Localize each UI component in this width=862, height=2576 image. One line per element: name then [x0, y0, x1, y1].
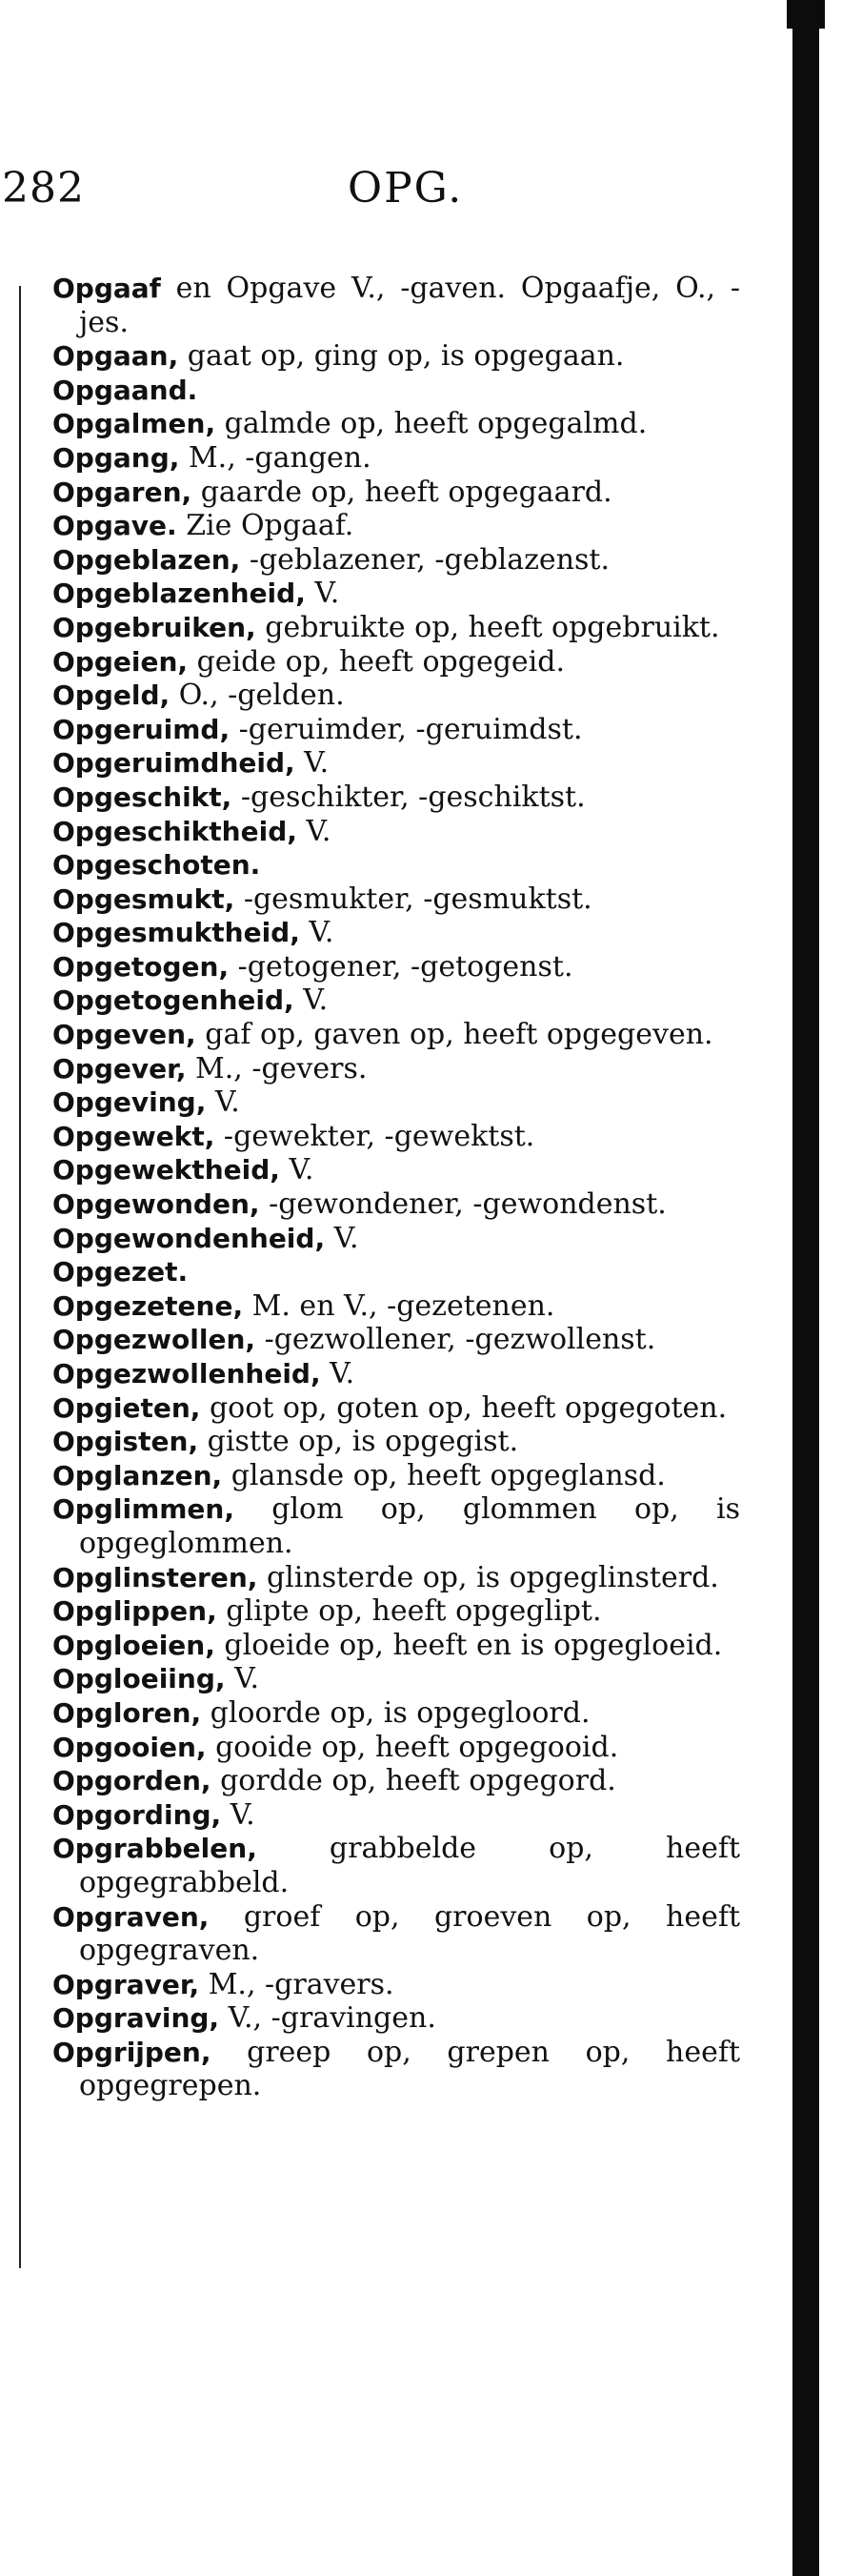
entry-headword: Opgraving, [52, 2002, 220, 2035]
entry-definition: V., -gravingen. [219, 2001, 436, 2036]
entry-definition: glom op, glommen op, is opgeglommen. [79, 1492, 740, 1560]
entry-headword: Opgesmuktheid, [52, 917, 300, 949]
dictionary-entry [52, 2001, 740, 2036]
entry-headword: Opgeien, [52, 645, 189, 678]
running-head: OPG. [348, 164, 464, 213]
entry-headword: Opgeschikt, [52, 781, 232, 813]
entry-definition: gooide op, heeft opgegooid. [206, 1730, 619, 1764]
dictionary-entry [52, 1323, 740, 1357]
entry-headword: Opgezet. [52, 1256, 189, 1288]
dictionary-entry [52, 882, 740, 917]
entry-definition: -geruimder, -geruimdst. [230, 712, 583, 746]
dictionary-entry [52, 407, 740, 441]
dictionary-entries [52, 272, 740, 2103]
entry-headword: Opgeven, [52, 1019, 196, 1051]
dictionary-entry [52, 509, 740, 543]
dictionary-entry [52, 1764, 740, 1798]
dictionary-entry [52, 679, 740, 713]
entry-definition: M., -gravers. [199, 1967, 394, 2001]
entry-definition: V. [294, 746, 330, 781]
dictionary-entry [52, 713, 740, 747]
entry-headword: Opgrabbelen, [52, 1833, 257, 1865]
dictionary-entry [52, 1222, 740, 1256]
entry-headword: Opgooien, [52, 1731, 207, 1763]
binding-edge [792, 0, 819, 2576]
dictionary-entry [52, 374, 740, 408]
dictionary-entry [52, 1187, 740, 1222]
entry-definition: glinsterde op, is opgeglinsterd. [257, 1560, 719, 1594]
entry-headword: Opgezwollen, [52, 1324, 256, 1356]
dictionary-entry [52, 1289, 740, 1324]
entry-headword: Opgeblazen, [52, 543, 241, 576]
entry-headword: Opgalmen, [52, 408, 216, 440]
entry-definition: V. [279, 1153, 314, 1187]
dictionary-entry [52, 272, 740, 339]
entry-definition: gaat op, ging op, is opgegaan. [178, 339, 625, 374]
dictionary-entry [52, 1968, 740, 2002]
dictionary-entry [52, 339, 740, 374]
dictionary-entry [52, 1153, 740, 1187]
dictionary-entry [52, 2036, 740, 2103]
entry-headword: Opgloeien, [52, 1629, 215, 1661]
entry-definition: V. [305, 577, 340, 611]
page-header [0, 164, 800, 221]
entry-headword: Opgewektheid, [52, 1154, 280, 1187]
dictionary-entry [52, 1255, 740, 1289]
dictionary-entry [52, 1391, 740, 1426]
entry-definition: gloeide op, heeft en is opgegloeid. [214, 1628, 723, 1662]
entry-definition: groef op, groeven op, heeft opgegraven. [79, 1899, 740, 1968]
entry-definition: gistte op, is opgegist. [198, 1425, 519, 1459]
entry-headword: Opgaren, [52, 476, 192, 508]
entry-headword: Opgrijpen, [52, 2036, 211, 2068]
entry-definition: galmde op, heeft opgegalmd. [215, 407, 648, 441]
dictionary-entry [52, 1798, 740, 1833]
entry-definition: glansde op, heeft opgeglansd. [222, 1458, 666, 1492]
entry-headword: Opgetogen, [52, 950, 230, 983]
entry-headword: Opgaaf [52, 273, 161, 304]
entry-definition: glipte op, heeft opgeglipt. [216, 1594, 602, 1629]
dictionary-entry [52, 1731, 740, 1765]
entry-definition: -gesmukter, -gesmuktst. [234, 882, 592, 916]
dictionary-entry [52, 1900, 740, 1968]
entry-headword: Opgewonden, [52, 1188, 260, 1221]
entry-headword: Opgloeiing, [52, 1663, 226, 1695]
entry-headword: Opgang, [52, 441, 180, 474]
entry-definition: V. [299, 916, 334, 950]
entry-definition: -geschikter, -geschiktst. [231, 780, 586, 814]
dictionary-entry [52, 611, 740, 645]
entry-definition: grabbelde op, heeft opgegrabbeld. [79, 1832, 740, 1899]
entry-definition: M. en V., -gezetenen. [243, 1288, 555, 1323]
entry-headword: Opgesmukt, [52, 882, 235, 915]
entry-definition: M., -gangen. [179, 440, 371, 475]
entry-headword: Opgave. [52, 510, 177, 542]
entry-definition: gebruikte op, heeft opgebruikt. [255, 610, 720, 644]
entry-definition: -geblazener, -geblazenst. [240, 542, 610, 577]
entry-headword: Opgeruimdheid, [52, 747, 295, 780]
dictionary-entry [52, 1425, 740, 1459]
dictionary-entry [52, 815, 740, 849]
margin-rule [19, 286, 21, 2268]
entry-definition: V. [293, 984, 329, 1018]
dictionary-entry [52, 645, 740, 679]
entry-headword: Opgebruiken, [52, 611, 256, 643]
entry-headword: Opglanzen, [52, 1459, 223, 1491]
dictionary-entry [52, 543, 740, 578]
entry-headword: Opgraver, [52, 1968, 200, 2000]
entry-headword: Opgraven, [52, 1900, 210, 1933]
entry-definition: M., -gevers. [186, 1051, 368, 1085]
dictionary-entry [52, 476, 740, 510]
entry-definition: V. [296, 814, 331, 848]
dictionary-entry [52, 984, 740, 1018]
entry-headword: Opgetogenheid, [52, 984, 294, 1017]
entry-headword: Opgezetene, [52, 1289, 244, 1322]
dictionary-entry [52, 1832, 740, 1899]
dictionary-entry [52, 746, 740, 781]
entry-definition: en Opgave V., -gaven. Opgaafje, O., -jes. [79, 272, 740, 339]
dictionary-entry [52, 1459, 740, 1493]
entry-definition: Zie Opgaaf. [176, 509, 354, 543]
entry-headword: Opgieten, [52, 1391, 201, 1424]
entry-headword: Opgaand. [52, 374, 198, 406]
entry-definition: -gewondener, -gewondenst. [259, 1187, 667, 1222]
dictionary-entry [52, 1085, 740, 1120]
entry-headword: Opglimmen, [52, 1493, 234, 1526]
entry-headword: Opgeving, [52, 1086, 207, 1119]
dictionary-entry [52, 441, 740, 476]
entry-headword: Opgorden, [52, 1765, 211, 1797]
dictionary-entry [52, 1018, 740, 1052]
dictionary-entry [52, 1120, 740, 1154]
entry-definition: V. [325, 1221, 359, 1255]
dictionary-entry [52, 1594, 740, 1629]
entry-headword: Opgaan, [52, 340, 179, 373]
entry-headword: Opgeld, [52, 679, 170, 712]
entry-definition: gaarde op, heeft opgegaard. [191, 475, 612, 509]
entry-definition: V. [320, 1357, 355, 1390]
entry-headword: Opgisten, [52, 1426, 199, 1458]
dictionary-entry [52, 950, 740, 984]
dictionary-entry [52, 916, 740, 950]
dictionary-entry [52, 1662, 740, 1696]
entry-headword: Opgloren, [52, 1696, 202, 1729]
entry-headword: Opgever, [52, 1052, 187, 1085]
page-number: 282 [2, 164, 85, 213]
entry-headword: Opgeschoten. [52, 849, 261, 882]
entry-definition: V. [225, 1662, 260, 1696]
dictionary-entry [52, 1696, 740, 1731]
entry-definition: -gezwollener, -gezwollenst. [255, 1323, 656, 1357]
entry-headword: Opgezwollenheid, [52, 1358, 321, 1389]
dictionary-entry [52, 1492, 740, 1560]
entry-headword: Opgording, [52, 1798, 222, 1831]
entry-headword: Opglippen, [52, 1595, 217, 1628]
entry-definition: gloorde op, is opgegloord. [201, 1695, 591, 1730]
entry-definition: greep op, grepen op, heeft opgegrepen. [79, 2035, 740, 2103]
dictionary-entry [52, 1629, 740, 1663]
entry-definition: -gewekter, -gewektst. [214, 1119, 535, 1153]
dictionary-entry [52, 1561, 740, 1595]
entry-headword: Opgeruimd, [52, 713, 231, 745]
entry-definition: gaf op, gaven op, heeft opgegeven. [195, 1018, 713, 1052]
entry-headword: Opgeschiktheid, [52, 815, 297, 847]
entry-definition: -getogener, -getogenst. [229, 949, 573, 984]
entry-definition: V. [221, 1797, 255, 1832]
dictionary-entry [52, 1357, 740, 1391]
dictionary-entry [52, 848, 740, 882]
entry-definition: gordde op, heeft opgegord. [210, 1764, 616, 1798]
entry-headword: Opgewekt, [52, 1120, 215, 1152]
entry-headword: Opglinsteren, [52, 1561, 258, 1593]
dictionary-entry [52, 577, 740, 611]
entry-definition: V. [206, 1085, 240, 1120]
dictionary-entry [52, 781, 740, 815]
entry-headword: Opgeblazenheid, [52, 578, 306, 610]
entry-definition: O., -gelden. [170, 679, 345, 713]
entry-definition: goot op, goten op, heeft opgegoten. [200, 1390, 728, 1425]
entry-definition: geide op, heeft opgegeid. [188, 644, 566, 679]
dictionary-entry [52, 1052, 740, 1086]
entry-headword: Opgewondenheid, [52, 1222, 326, 1254]
